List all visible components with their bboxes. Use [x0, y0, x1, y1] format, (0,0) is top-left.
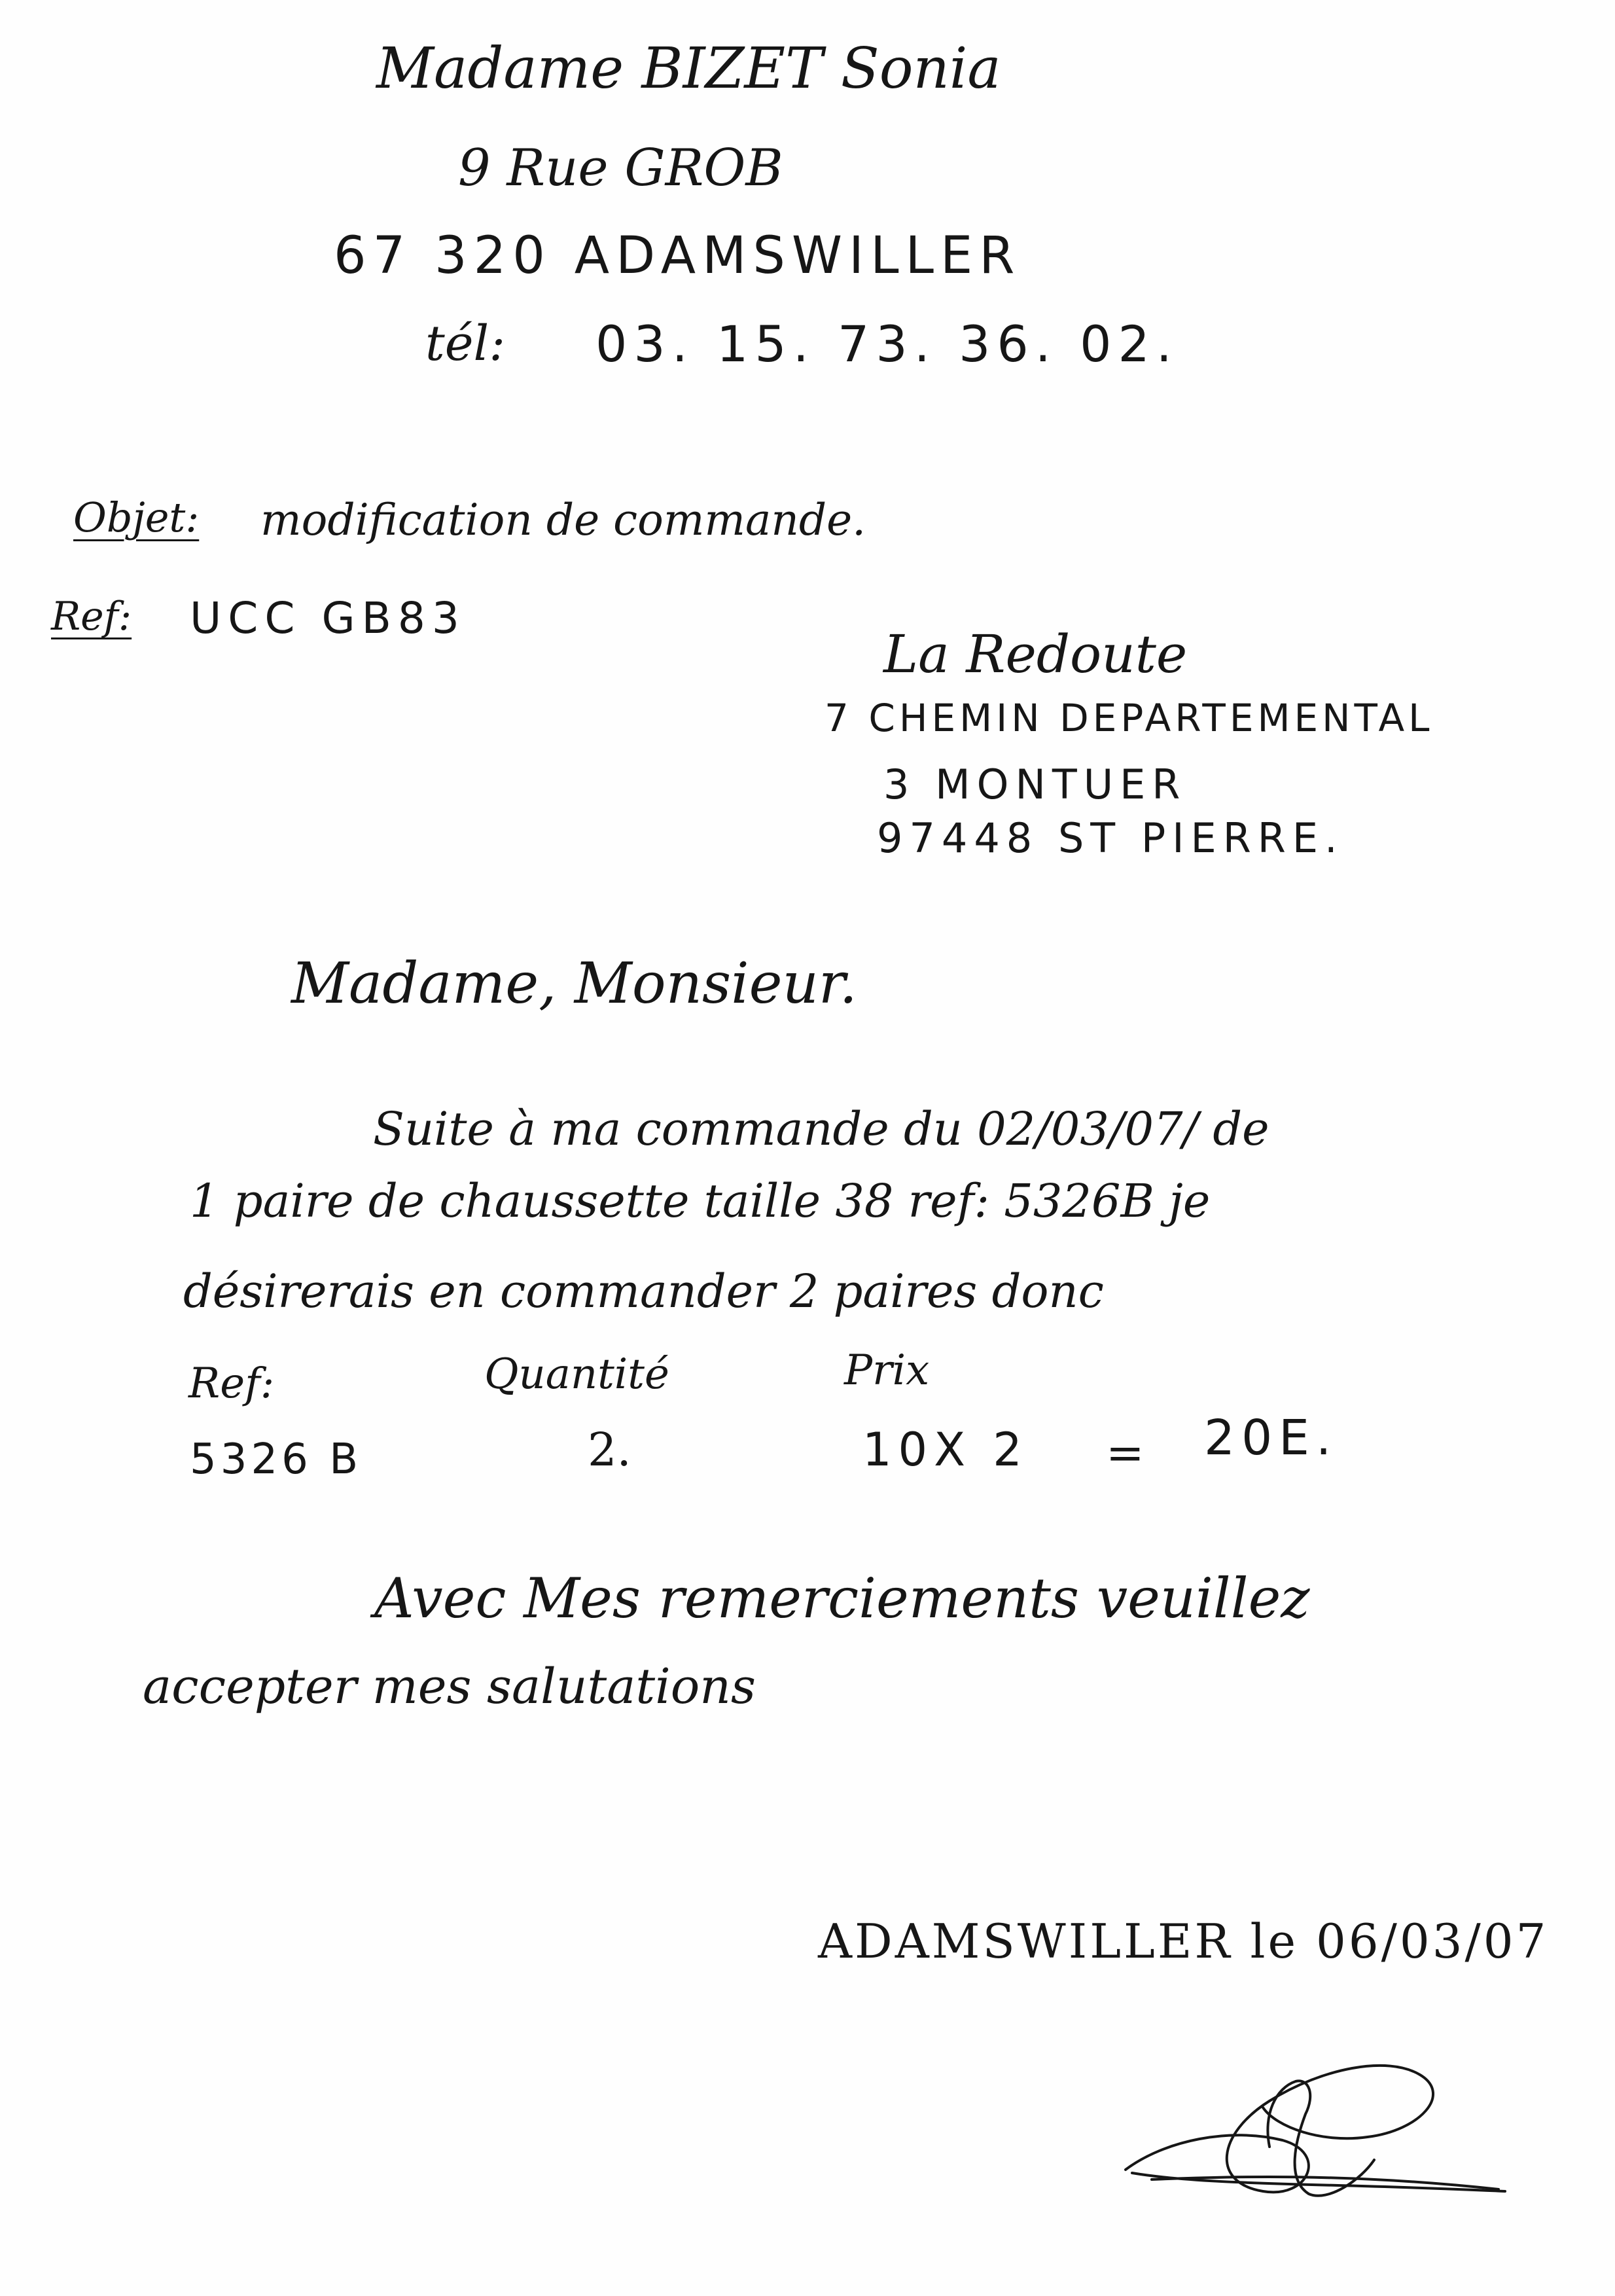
closing-line-1: Avec Mes remerciements veuillez — [374, 1566, 1310, 1630]
order-equals: = — [1106, 1426, 1145, 1480]
body-line-2: 1 paire de chaussette taille 38 ref: 5326B je — [190, 1174, 1211, 1228]
place-date: ADAMSWILLER le 06/03/07 — [818, 1914, 1549, 1969]
closing-line-2: accepter mes salutations — [143, 1659, 756, 1715]
salutation: Madame, Monsieur. — [291, 951, 857, 1016]
reference-label: Ref: — [51, 594, 132, 639]
recipient-name: La Redoute — [883, 624, 1188, 685]
signature — [1112, 2016, 1518, 2212]
order-header-quantity: Quantité — [484, 1350, 669, 1399]
sender-city: 67 320 ADAMSWILLER — [334, 226, 1021, 285]
sender-phone-label: tél: — [425, 315, 506, 372]
order-header-ref: Ref: — [188, 1359, 275, 1408]
order-quantity-value: 2. — [588, 1423, 631, 1477]
sender-phone: 03. 15. 73. 36. 02. — [595, 315, 1179, 373]
order-header-price: Prix — [844, 1346, 930, 1395]
sender-name: Madame BIZET Sonia — [376, 36, 1001, 101]
order-ref-value: 5326 B — [190, 1435, 363, 1484]
subject-label: Objet: — [73, 493, 200, 541]
recipient-line3: 97448 ST PIERRE. — [877, 814, 1344, 862]
order-price-calc: 10X 2 — [862, 1423, 1029, 1477]
subject-text: modification de commande. — [260, 495, 866, 545]
sender-street: 9 Rue GROB — [458, 139, 783, 198]
recipient-line1: 7 CHEMIN DEPARTEMENTAL — [825, 696, 1434, 740]
body-line-1: Suite à ma commande du 02/03/07/ de — [373, 1102, 1269, 1156]
recipient-line2: 3 MONTUER — [883, 761, 1187, 808]
reference-code: UCC GB83 — [190, 593, 466, 643]
body-line-3: désirerais en commander 2 paires donc — [183, 1265, 1104, 1318]
order-total: 20E. — [1204, 1410, 1338, 1466]
